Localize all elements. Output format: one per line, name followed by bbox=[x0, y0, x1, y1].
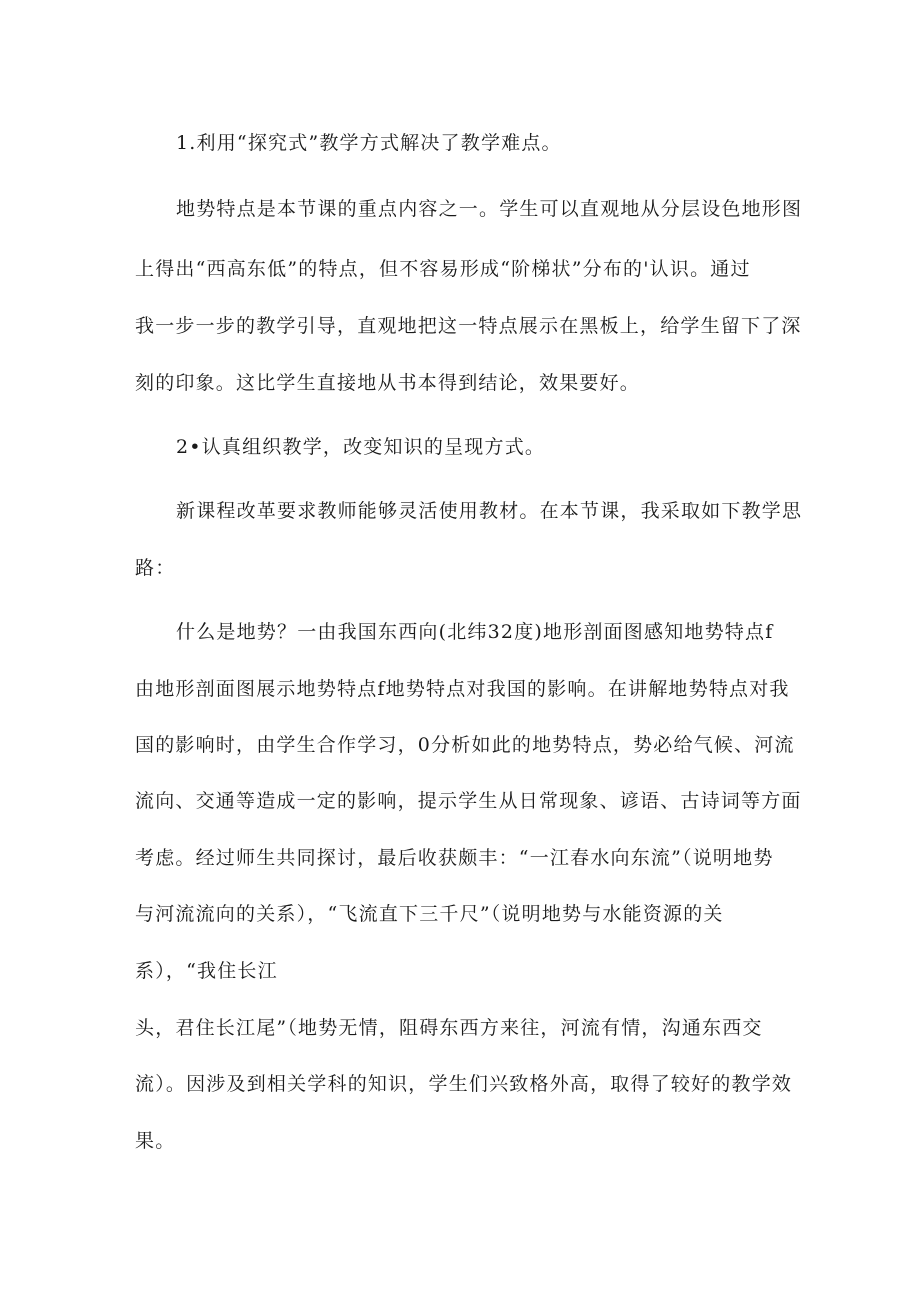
paragraph-line: 系），“我住长江 bbox=[135, 960, 278, 982]
paragraph-line: 什么是地势？一由我国东西向(北纬32度)地形剖面图感知地势特点f bbox=[176, 621, 774, 643]
paragraph-line: 与河流流向的关系），“飞流直下三千尺”（说明地势与水能资源的关 bbox=[135, 903, 724, 925]
paragraph-line: 流向、交通等造成一定的影响，提示学生从日常现象、谚语、古诗词等方面 bbox=[135, 790, 802, 812]
paragraph-line: 上得出“西高东低”的特点，但不容易形成“阶梯状”分布的'认识。通过 bbox=[135, 258, 751, 280]
section-heading-2: 2•认真组织教学，改变知识的呈现方式。 bbox=[176, 436, 546, 458]
paragraph-line: 新课程改革要求教师能够灵活使用教材。在本节课，我采取如下教学思 bbox=[176, 500, 803, 522]
paragraph-line: 路： bbox=[135, 557, 176, 579]
paragraph-line: 刻的印象。这比学生直接地从书本得到结论，效果要好。 bbox=[135, 372, 641, 394]
paragraph-line: 地势特点是本节课的重点内容之一。学生可以直观地从分层设色地形图 bbox=[176, 198, 803, 220]
paragraph-line: 果。 bbox=[135, 1130, 176, 1152]
paragraph-line: 国的影响时，由学生合作学习，0分析如此的地势特点，势必给气候、河流 bbox=[135, 734, 795, 756]
paragraph-line: 流）。因涉及到相关学科的知识，学生们兴致格外高，取得了较好的教学效 bbox=[135, 1073, 793, 1095]
section-heading-1: 1.利用“探究式”教学方式解决了教学难点。 bbox=[176, 132, 562, 154]
paragraph-line: 考虑。经过师生共同探讨，最后收获颇丰：“一江春水向东流”（说明地势 bbox=[135, 847, 774, 869]
paragraph-line: 由地形剖面图展示地势特点f地势特点对我国的影响。在讲解地势特点对我 bbox=[135, 678, 790, 700]
paragraph-line: 头，君住长江尾”（地势无情，阻碍东西方来往，河流有情，沟通东西交 bbox=[135, 1017, 763, 1039]
paragraph-line: 我一步一步的教学引导，直观地把这一特点展示在黑板上，给学生留下了深 bbox=[135, 315, 802, 337]
